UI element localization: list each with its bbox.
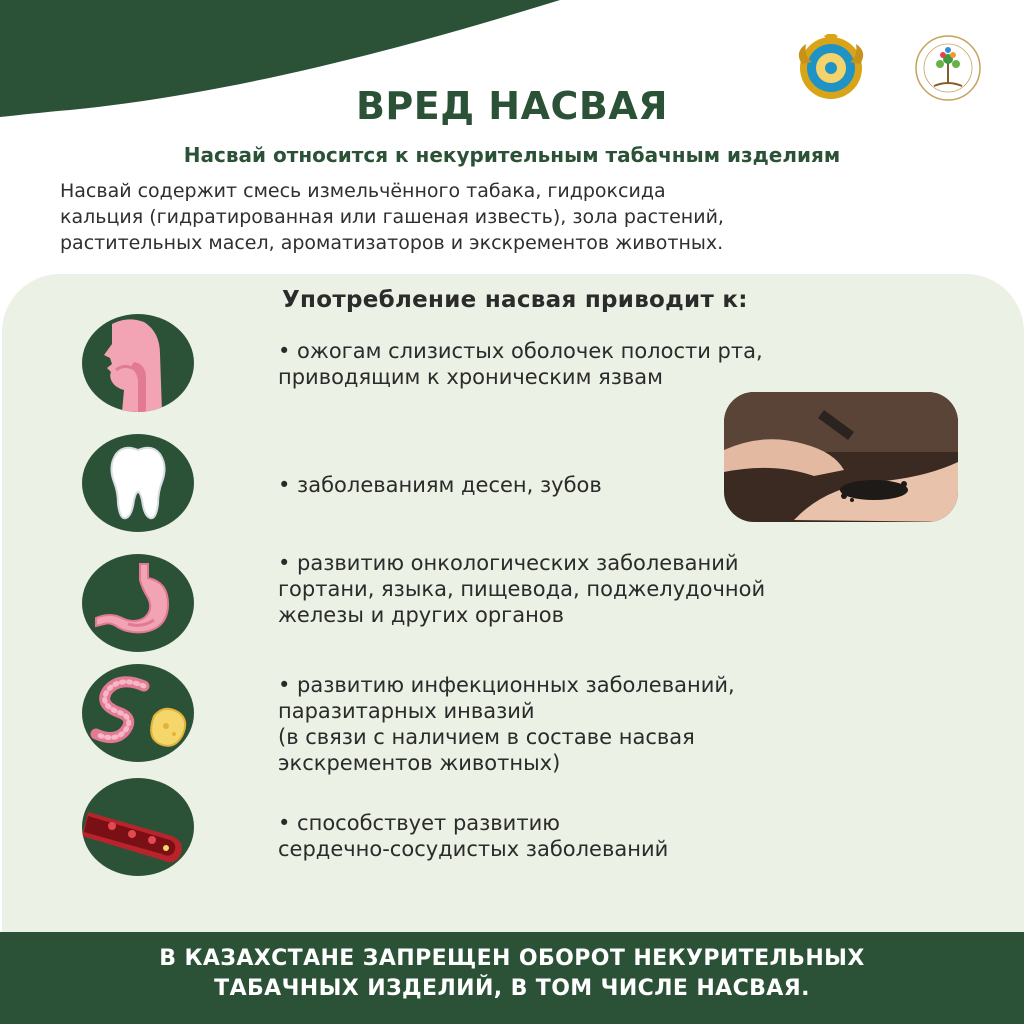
tooth-icon-circle bbox=[82, 434, 194, 532]
item-line: • развитию инфекционных заболеваний, bbox=[278, 673, 735, 697]
item-line: экскрементов животных) bbox=[278, 751, 561, 775]
consequence-item bbox=[278, 550, 765, 628]
blood-vessel-icon bbox=[82, 778, 194, 876]
stomach-icon-circle bbox=[82, 554, 194, 652]
footer-warning bbox=[0, 944, 1024, 1004]
item-line: сердечно-сосудистых заболеваний bbox=[278, 837, 669, 861]
item-line: приводящим к хроническим язвам bbox=[278, 365, 663, 389]
consequence-item bbox=[278, 338, 763, 390]
tooth-icon bbox=[82, 434, 194, 532]
bacteria-icon bbox=[82, 664, 194, 762]
stomach-icon bbox=[82, 554, 194, 652]
nasvay-in-hand-photo bbox=[724, 392, 958, 522]
intro-line: растительных масел, ароматизаторов и экскрементов животных. bbox=[60, 232, 724, 254]
item-line: железы и других органов bbox=[278, 603, 565, 627]
intro-paragraph bbox=[60, 178, 980, 256]
item-line: гортани, языка, пищевода, поджелудочной bbox=[278, 577, 766, 601]
blood-vessel-icon-circle bbox=[82, 778, 194, 876]
item-line: • развитию онкологических заболеваний bbox=[278, 551, 739, 575]
footer-line: В КАЗАХСТАНЕ ЗАПРЕЩЕН ОБОРОТ НЕКУРИТЕЛЬНЫХ bbox=[159, 946, 865, 971]
item-line: • заболеваниям десен, зубов bbox=[278, 473, 602, 497]
item-line: • способствует развитию bbox=[278, 811, 560, 835]
item-line: (в связи с наличием в составе насвая bbox=[278, 725, 695, 749]
consequence-item bbox=[278, 472, 602, 498]
consequences-heading: Употребление насвая приводит к: bbox=[282, 287, 748, 313]
throat-icon bbox=[82, 314, 194, 412]
item-line: • ожогам слизистых оболочек полости рта, bbox=[278, 339, 763, 363]
footer-line: ТАБАЧНЫХ ИЗДЕЛИЙ, В ТОМ ЧИСЛЕ НАСВАЯ. bbox=[214, 976, 810, 1001]
consequence-item bbox=[278, 672, 735, 776]
bacteria-icon-circle bbox=[82, 664, 194, 762]
intro-line: кальция (гидратированная или гашеная известь), зола растений, bbox=[60, 206, 724, 228]
intro-line: Насвай содержит смесь измельчённого табака, гидроксида bbox=[60, 180, 666, 202]
page-title: ВРЕД НАСВАЯ bbox=[355, 84, 669, 128]
item-line: паразитарных инвазий bbox=[278, 699, 535, 723]
throat-icon-circle bbox=[82, 314, 194, 412]
consequence-item bbox=[278, 810, 668, 862]
page-subtitle: Насвай относится к некурительным табачным изделиям bbox=[183, 143, 841, 167]
